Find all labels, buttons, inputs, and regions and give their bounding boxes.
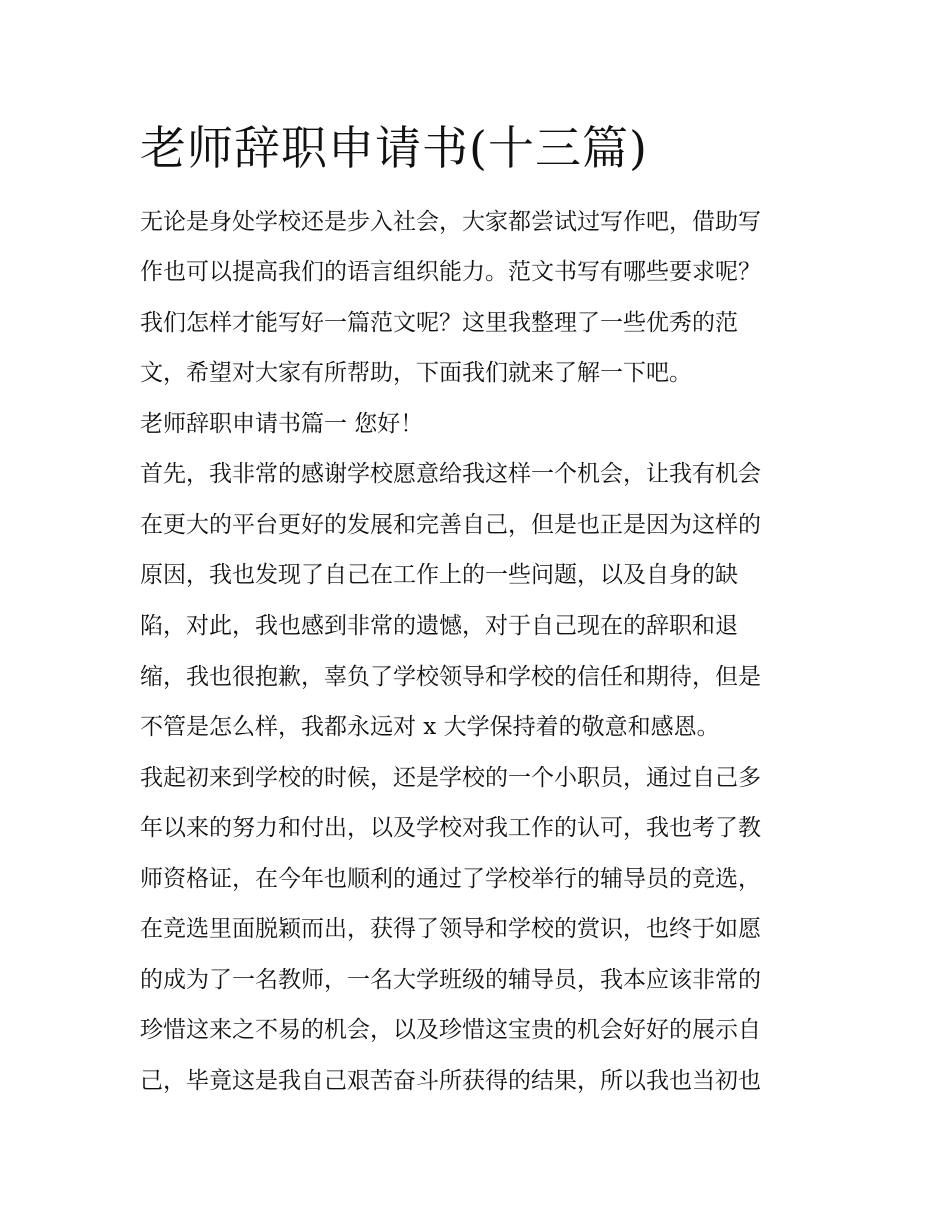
body-line-16: 的成为了一名教师，一名大学班级的辅导员，我本应该非常的 bbox=[140, 967, 761, 993]
section-heading: 老师辞职申请书篇一 您好！ bbox=[140, 411, 424, 437]
body-line-13: 年以来的努力和付出，以及学校对我工作的认可，我也考了教 bbox=[140, 815, 761, 841]
body-line-3: 我们怎样才能写好一篇范文呢？这里我整理了一些优秀的范 bbox=[140, 310, 738, 336]
body-line-11: 不管是怎么样，我都永远对 x 大学保持着的敬意和感恩。 bbox=[140, 714, 720, 740]
body-line-10: 缩，我也很抱歉，辜负了学校领导和学校的信任和期待，但是 bbox=[140, 664, 761, 690]
body-line-12: 我起初来到学校的时候，还是学校的一个小职员，通过自己多 bbox=[140, 765, 761, 791]
body-line-7: 在更大的平台更好的发展和完善自己，但是也正是因为这样的 bbox=[140, 512, 761, 538]
document-title: 老师辞职申请书(十三篇) bbox=[140, 121, 648, 175]
body-line-17: 珍惜这来之不易的机会，以及珍惜这宝贵的机会好好的展示自 bbox=[140, 1017, 761, 1043]
body-line-2: 作也可以提高我们的语言组织能力。范文书写有哪些要求呢？ bbox=[140, 259, 761, 285]
body-line-1: 无论是身处学校还是步入社会，大家都尝试过写作吧，借助写 bbox=[140, 209, 761, 235]
body-line-14: 师资格证，在今年也顺利的通过了学校举行的辅导员的竞选， bbox=[140, 866, 761, 892]
body-line-15: 在竞选里面脱颖而出，获得了领导和学校的赏识，也终于如愿 bbox=[140, 916, 761, 942]
body-line-8: 原因，我也发现了自己在工作上的一些问题，以及自身的缺 bbox=[140, 562, 738, 588]
body-line-9: 陷，对此，我也感到非常的遗憾，对于自己现在的辞职和退 bbox=[140, 613, 738, 639]
body-line-4: 文，希望对大家有所帮助，下面我们就来了解一下吧。 bbox=[140, 360, 692, 386]
body-line-18: 己，毕竟这是我自己艰苦奋斗所获得的结果，所以我也当初也 bbox=[140, 1068, 761, 1094]
body-line-6: 首先，我非常的感谢学校愿意给我这样一个机会，让我有机会 bbox=[140, 461, 761, 487]
